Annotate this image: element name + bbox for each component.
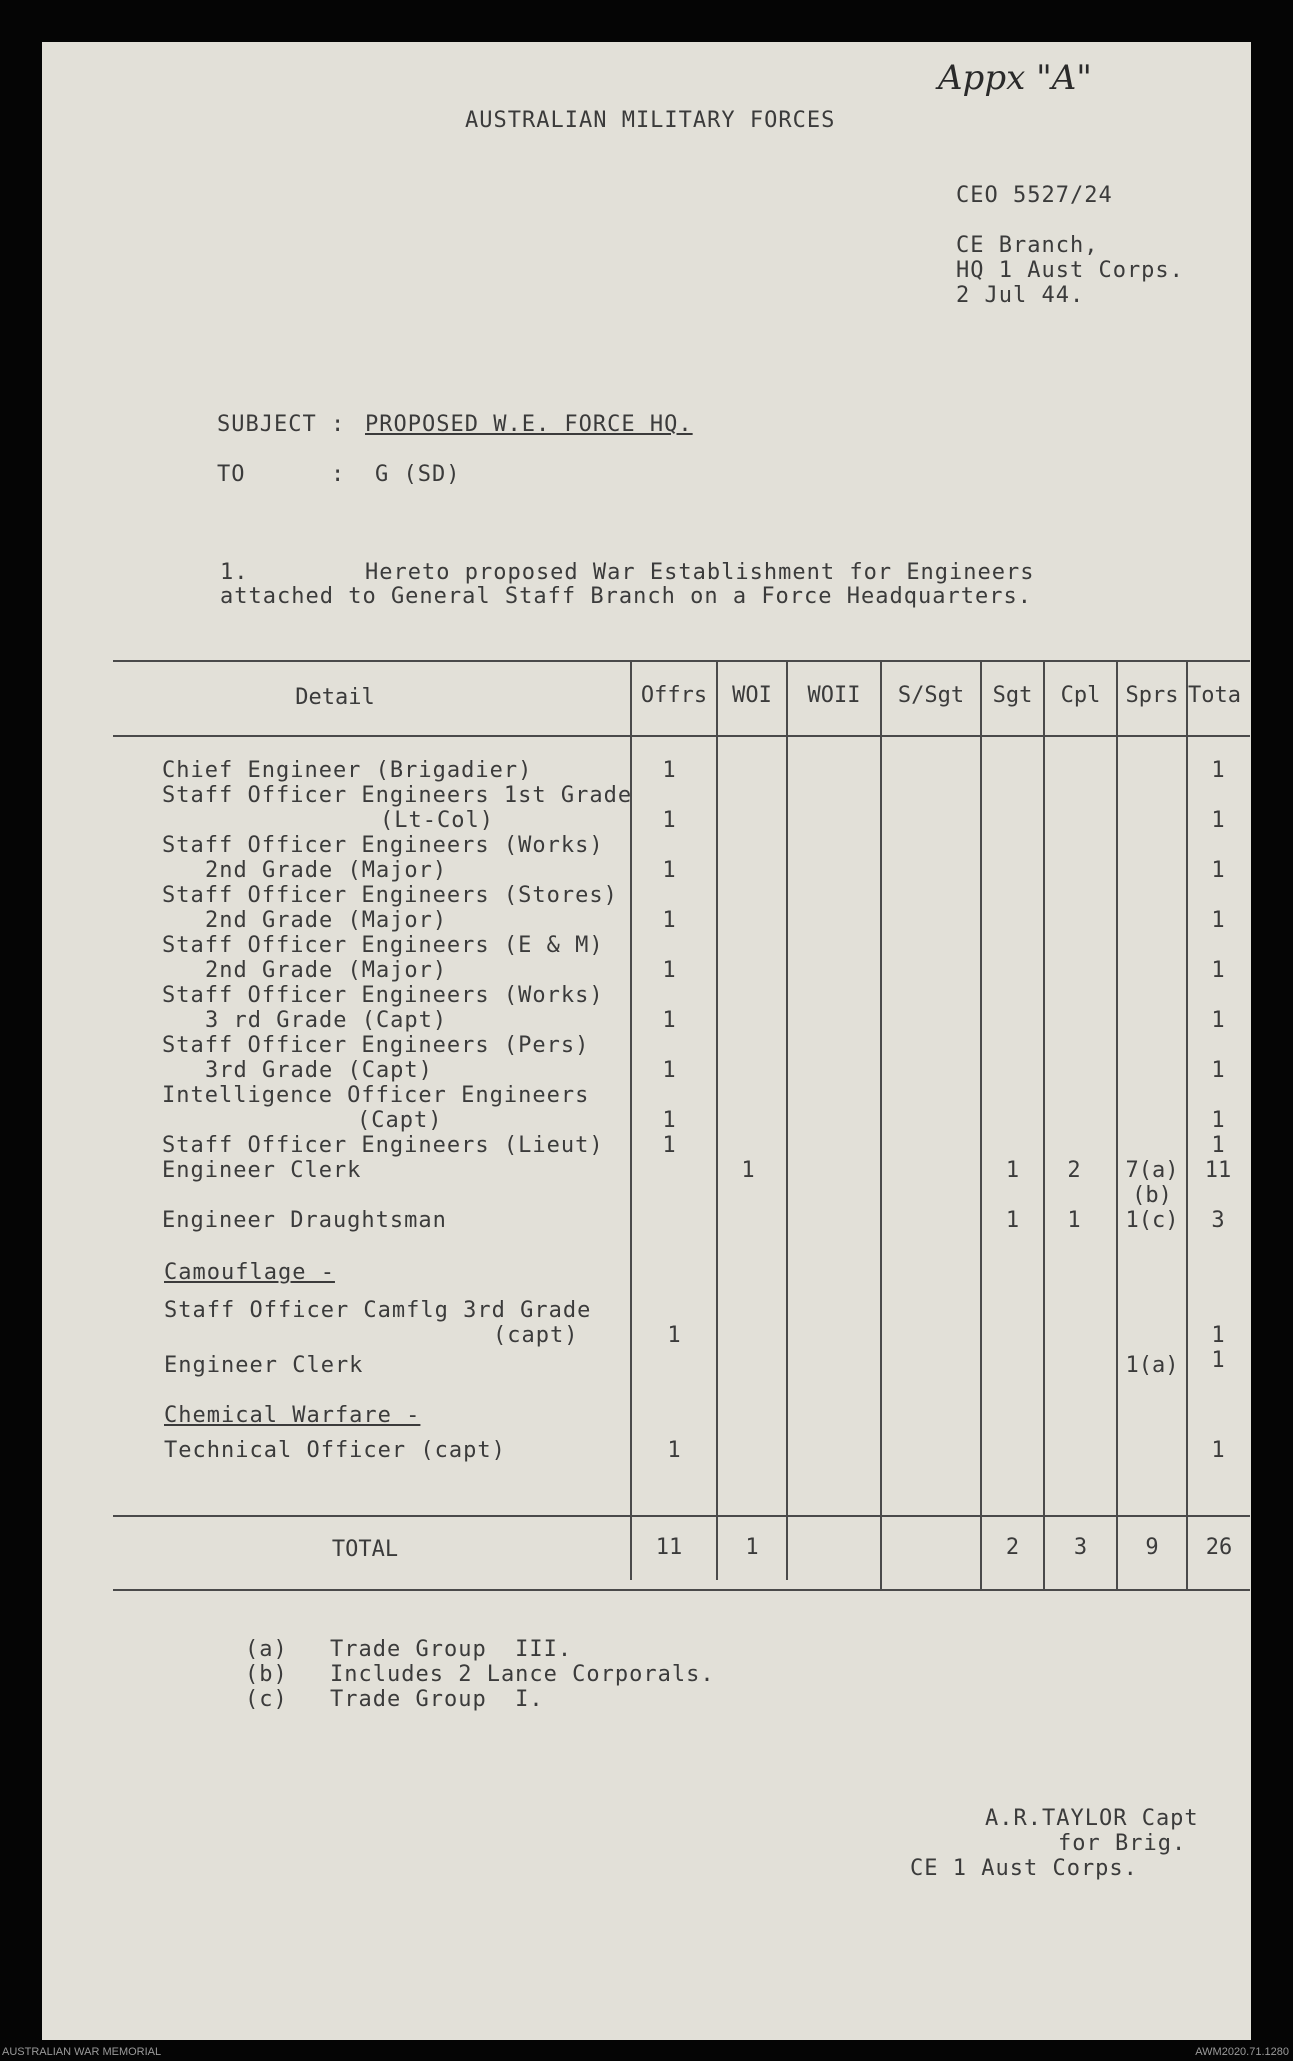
note-key: (c) (245, 1687, 288, 1712)
row-detail: Staff Officer Engineers 1st Grade (162, 783, 633, 808)
signature-name: A.R.TAYLOR Capt (985, 1806, 1199, 1831)
cell-total: 1 (1211, 1323, 1225, 1348)
table-column-rule (880, 660, 882, 1590)
row-detail: Chief Engineer (Brigadier) (162, 758, 533, 783)
row-detail: (capt) (493, 1323, 579, 1348)
cell-offrs: 1 (667, 1438, 681, 1463)
cell-total: 1 (1211, 1058, 1225, 1083)
row-detail: Intelligence Officer Engineers (162, 1083, 590, 1108)
cell-total: 11 (1204, 1158, 1232, 1183)
header-woi: WOI (732, 683, 772, 708)
cell-sgt: 1 (1005, 1208, 1020, 1233)
row-detail: 2nd Grade (Major) (205, 858, 448, 883)
letterhead: AUSTRALIAN MILITARY FORCES (465, 108, 836, 133)
table-total-top-rule (113, 1515, 1250, 1517)
total-woi: 1 (745, 1535, 759, 1560)
row-detail: Engineer Clerk (162, 1158, 362, 1183)
total-sprs: 9 (1145, 1535, 1159, 1560)
note-text: Includes 2 Lance Corporals. (330, 1662, 715, 1687)
total-label: TOTAL (331, 1537, 399, 1562)
header-offrs: Offrs (640, 683, 708, 708)
cell-total: 1 (1211, 758, 1225, 783)
row-detail: Staff Officer Camflg 3rd Grade (164, 1298, 592, 1323)
subject-label: SUBJECT : (217, 412, 346, 437)
cell-total: 1 (1211, 858, 1225, 883)
date-line: 2 Jul 44. (956, 283, 1085, 308)
cell-cpl: 2 (1067, 1158, 1081, 1183)
row-detail: Staff Officer Engineers (E & M) (162, 933, 604, 958)
cell-total: 1 (1211, 908, 1225, 933)
to-recipient: G (SD) (375, 462, 461, 487)
subject-text: PROPOSED W.E. FORCE HQ. (365, 412, 693, 437)
cell-offrs: 1 (667, 1323, 681, 1348)
header-detail: Detail (295, 685, 375, 710)
to-label: TO : (217, 462, 346, 487)
cell-total: 1 (1211, 1348, 1225, 1373)
table-top-rule (113, 660, 1250, 662)
row-detail: (Lt-Col) (380, 808, 494, 833)
note-text: Trade Group III. (330, 1637, 573, 1662)
cell-offrs: 1 (662, 1008, 676, 1033)
header-sgt: Sgt (992, 683, 1033, 708)
row-detail: 3rd Grade (Capt) (205, 1058, 433, 1083)
row-detail: (Capt) (357, 1108, 443, 1133)
cell-offrs: 1 (662, 1133, 676, 1158)
total-sgt: 2 (1005, 1535, 1020, 1560)
total-offrs: 11 (655, 1535, 683, 1560)
reference-number: CEO 5527/24 (956, 183, 1113, 208)
cell-offrs: 1 (662, 1058, 676, 1083)
note-key: (b) (245, 1662, 288, 1687)
table-column-rule (1186, 660, 1188, 1590)
header-cpl: Cpl (1060, 683, 1101, 708)
cell-offrs: 1 (662, 858, 676, 883)
signature-for: for Brig. (1058, 1831, 1187, 1856)
table-header-rule (113, 735, 1250, 737)
table-bottom-rule (113, 1589, 1250, 1591)
cell-total: 1 (1211, 958, 1225, 983)
cell-total: 1 (1211, 808, 1225, 833)
cell-sgt: 1 (1005, 1158, 1020, 1183)
cell-woi: 1 (741, 1158, 755, 1183)
header-total: Tota (1188, 683, 1241, 708)
paragraph-number: 1. (220, 560, 249, 585)
paragraph-line-1: Hereto proposed War Establishment for Engineers (365, 560, 1035, 585)
cell-total: 1 (1211, 1008, 1225, 1033)
cell-offrs: 1 (662, 958, 676, 983)
paragraph-line-2: attached to General Staff Branch on a Force Headquarters. (220, 584, 1032, 609)
cell-offrs: 1 (662, 758, 676, 783)
cell-total: 1 (1211, 1133, 1225, 1158)
table-column-rule (1116, 660, 1118, 1590)
cell-offrs: 1 (662, 808, 676, 833)
header-woii: WOII (807, 683, 861, 708)
cell-sprs: 1(a) (1125, 1353, 1179, 1378)
header-sprs: Sprs (1125, 683, 1179, 708)
signature-office: CE 1 Aust Corps. (910, 1856, 1138, 1881)
handwritten-appendix-note: Appx "A" (938, 58, 1092, 98)
cell-total: 1 (1211, 1108, 1225, 1133)
cell-total: 3 (1211, 1208, 1225, 1233)
cell-sprs: (b) (1132, 1183, 1172, 1208)
note-text: Trade Group I. (330, 1687, 544, 1712)
total-total: 26 (1205, 1535, 1233, 1560)
footer-accession-number: AWM2020.71.1280 (1195, 2046, 1289, 2058)
header-ssgt: S/Sgt (897, 683, 965, 708)
section-heading-chemical-warfare: Chemical Warfare - (164, 1403, 421, 1428)
row-detail: Staff Officer Engineers (Works) (162, 983, 604, 1008)
table-column-rule (786, 660, 788, 1580)
cell-sprs: 7(a) (1125, 1158, 1179, 1183)
table-column-rule (1043, 660, 1045, 1590)
row-detail: Engineer Draughtsman (162, 1208, 447, 1233)
row-detail: Staff Officer Engineers (Lieut) (162, 1133, 604, 1158)
row-detail: Technical Officer (capt) (164, 1438, 506, 1463)
cell-total: 1 (1211, 1438, 1225, 1463)
row-detail: Staff Officer Engineers (Pers) (162, 1033, 590, 1058)
row-detail: Engineer Clerk (164, 1353, 364, 1378)
address-line-2: HQ 1 Aust Corps. (956, 258, 1184, 283)
cell-cpl: 1 (1067, 1208, 1081, 1233)
cell-offrs: 1 (662, 908, 676, 933)
row-detail: Staff Officer Engineers (Stores) (162, 883, 618, 908)
row-detail: 2nd Grade (Major) (205, 958, 448, 983)
row-detail: Staff Officer Engineers (Works) (162, 833, 604, 858)
table-column-rule (716, 660, 718, 1580)
note-key: (a) (245, 1637, 288, 1662)
row-detail: 3 rd Grade (Capt) (205, 1008, 448, 1033)
table-column-rule (980, 660, 982, 1590)
total-cpl: 3 (1073, 1535, 1088, 1560)
cell-sprs: 1(c) (1125, 1208, 1179, 1233)
address-line-1: CE Branch, (956, 233, 1099, 258)
cell-offrs: 1 (662, 1108, 676, 1133)
section-heading-camouflage: Camouflage - (164, 1260, 335, 1285)
row-detail: 2nd Grade (Major) (205, 908, 448, 933)
footer-institution: AUSTRALIAN WAR MEMORIAL (2, 2046, 162, 2058)
